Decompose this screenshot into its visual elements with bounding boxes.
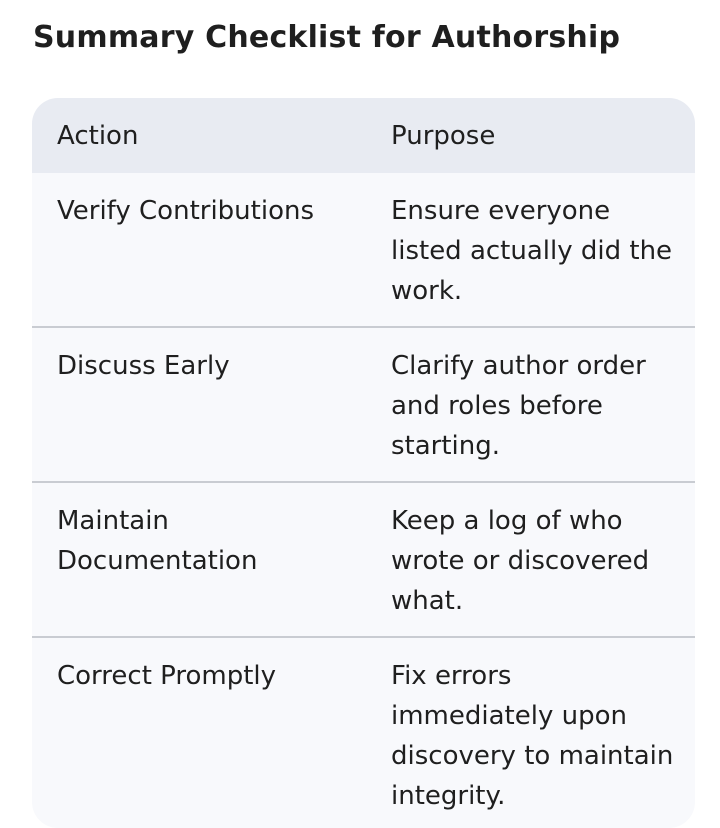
purpose-cell: Clarify author order and roles before starting. (391, 351, 646, 461)
action-cell: Discuss Early (57, 351, 230, 381)
purpose-cell: Keep a log of who wrote or discovered what. (391, 506, 650, 616)
table-row (32, 483, 695, 638)
action-cell: Correct Promptly (57, 661, 277, 691)
page-title: Summary Checklist for Authorship (33, 20, 621, 55)
purpose-cell: Fix errors immediately upon discovery to maintain integrity. (391, 661, 674, 811)
action-cell: Maintain Documentation (57, 506, 258, 576)
column-header-purpose: Purpose (391, 121, 496, 151)
authorship-checklist-table (32, 98, 695, 828)
table-header-row (32, 98, 695, 173)
table-row (32, 173, 695, 328)
column-header-action: Action (57, 121, 139, 151)
table-row (32, 638, 695, 811)
purpose-cell: Ensure everyone listed actually did the work. (391, 196, 673, 306)
action-cell: Verify Contributions (57, 196, 315, 226)
table-row (32, 328, 695, 483)
